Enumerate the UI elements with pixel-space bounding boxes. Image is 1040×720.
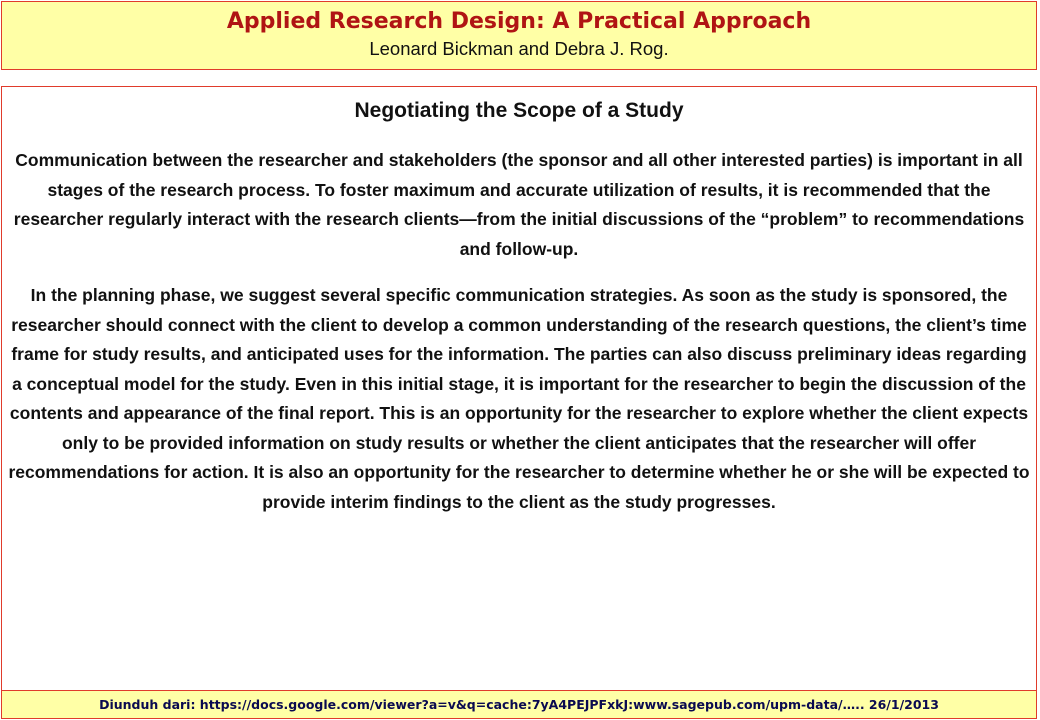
source-citation: Diunduh dari: https://docs.google.com/viewer?a=v&q=cache:7yA4PEJPFxkJ:www.sagepub.com/upm-data/….. 26/1/2013	[99, 697, 939, 712]
content-panel	[1, 86, 1037, 692]
section-title: Negotiating the Scope of a Study	[354, 99, 684, 122]
paragraph-planning-phase: In the planning phase, we suggest several specific communication strategies. As soon as the study is sponsored, the researcher should connect with the client to develop a common understanding of the research questions, the client’s time frame for study results, and anticipated uses for the information. The parties can also discuss preliminary ideas regarding a conceptual model for the study. Even in this initial stage, it is important for the researcher to begin the discussion of the contents and appearance of the final report. This is an opportunity for the researcher to explore whether the client expects only to be provided information on study results or whether the client anticipates that the researcher will offer recommendations for action. It is also an opportunity for the researcher to determine whether he or she will be expected to provide interim findings to the client as the study progresses.	[8, 285, 1030, 512]
paragraph-communication: Communication between the researcher and stakeholders (the sponsor and all other interested parties) is important in all stages of the research process. To foster maximum and accurate utilization of results, it is recommended that the researcher regularly interact with the research clients—from the initial discussions of the “problem” to recommendations and follow-up.	[13, 150, 1025, 259]
footer-banner	[1, 690, 1037, 719]
header-banner	[1, 1, 1037, 70]
book-title: Applied Research Design: A Practical Approach	[226, 9, 812, 34]
book-authors: Leonard Bickman and Debra J. Rog.	[369, 38, 669, 59]
